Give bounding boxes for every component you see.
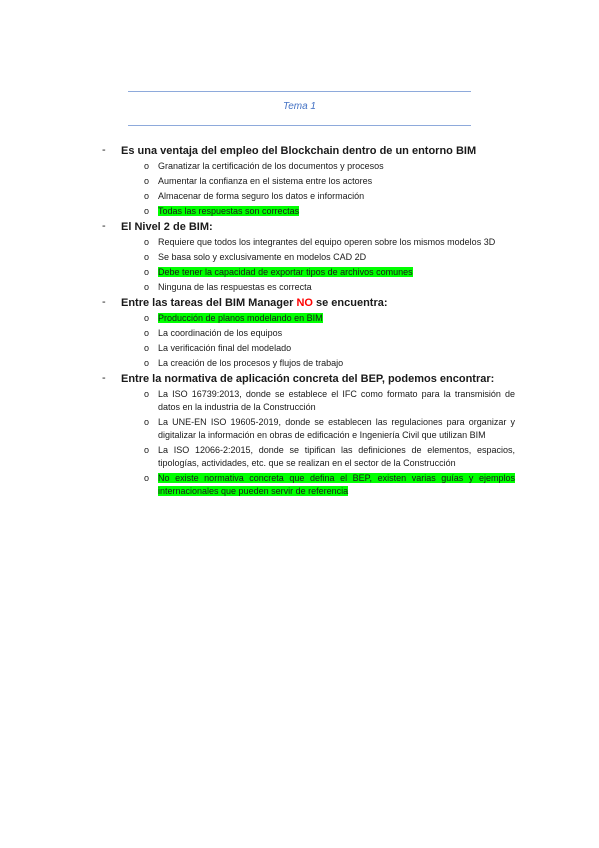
- option-item: [0, 159, 599, 174]
- bullet-icon: o: [144, 328, 150, 338]
- bullet-icon: o: [144, 313, 150, 323]
- option-list: [0, 235, 599, 295]
- bullet-icon: o: [144, 267, 150, 277]
- option-item: [0, 387, 599, 415]
- bullet-icon: o: [144, 282, 150, 292]
- bullet-icon: o: [144, 343, 150, 353]
- option-item-correct: [0, 204, 599, 219]
- bullet-icon: o: [144, 191, 150, 201]
- option-item: [0, 326, 599, 341]
- header-top-rule: [128, 91, 471, 92]
- option-text: Almacenar de forma seguro los datos e información: [158, 191, 365, 201]
- question-title: El Nivel 2 de BIM:: [121, 221, 213, 233]
- question-4: [0, 371, 599, 499]
- option-text-highlighted: Todas las respuestas son correctas: [158, 206, 300, 216]
- option-item: [0, 356, 599, 371]
- option-list: [0, 159, 599, 219]
- question-title: Entre la normativa de aplicación concreta del BEP, podemos encontrar:: [121, 373, 495, 385]
- option-text: La ISO 12066-2:2015, donde se tipifican las definiciones de elementos, espacios, tipologías, actividades, etc. que se realizan en el sector de la Construcción: [158, 445, 515, 468]
- option-item: [0, 415, 599, 443]
- question-dash: -: [102, 144, 106, 156]
- option-text: Granatizar la certificación de los documentos y procesos: [158, 161, 384, 171]
- option-item-correct: [0, 265, 599, 280]
- option-item: [0, 235, 599, 250]
- option-text: Aumentar la confianza en el sistema entre los actores: [158, 176, 373, 186]
- bullet-icon: o: [144, 176, 150, 186]
- option-item: [0, 341, 599, 356]
- question-3: [0, 295, 599, 371]
- option-text: La UNE-EN ISO 19605-2019, donde se establecen las regulaciones para organizar y digitalizar la información en obras de edificación e Ingeniería Civil que utilizan BIM: [158, 417, 515, 440]
- question-dash: -: [102, 296, 106, 308]
- bullet-icon: o: [144, 252, 150, 262]
- bullet-icon: o: [144, 358, 150, 368]
- option-item: [0, 189, 599, 204]
- option-item-correct: [0, 471, 599, 499]
- option-item: [0, 250, 599, 265]
- option-item-correct: [0, 311, 599, 326]
- bullet-icon: o: [144, 237, 150, 247]
- question-list: [0, 143, 599, 499]
- bullet-icon: o: [144, 161, 150, 171]
- option-item: [0, 280, 599, 295]
- option-text-highlighted: Producción de planos modelando en BIM: [158, 313, 323, 323]
- question-dash: -: [102, 220, 106, 232]
- question-dash: -: [102, 372, 106, 384]
- bullet-icon: o: [144, 417, 150, 427]
- option-text: La creación de los procesos y flujos de trabajo: [158, 358, 344, 368]
- question-2: [0, 219, 599, 295]
- option-list: [0, 387, 599, 499]
- option-text: Se basa solo y exclusivamente en modelos CAD 2D: [158, 252, 367, 262]
- option-text: La coordinación de los equipos: [158, 328, 283, 338]
- bullet-icon: o: [144, 389, 150, 399]
- bullet-icon: o: [144, 206, 150, 216]
- option-text-highlighted: No existe normativa concreta que defina el BEP, existen varias guías y ejemplos internacionales que pueden servir de referencia: [158, 473, 515, 496]
- option-text: Requiere que todos los integrantes del equipo operen sobre los mismos modelos 3D: [158, 237, 496, 247]
- question-title: Es una ventaja del empleo del Blockchain dentro de un entorno BIM: [121, 145, 477, 157]
- option-text: La verificación final del modelado: [158, 343, 292, 353]
- option-item: [0, 174, 599, 189]
- option-text: La ISO 16739:2013, donde se establece el IFC como formato para la transmisión de datos en la industria de la Construcción: [158, 389, 515, 412]
- option-item: [0, 443, 599, 471]
- bullet-icon: o: [144, 473, 150, 483]
- page-heading: Tema 1: [283, 101, 316, 112]
- emphasis-no: NO: [296, 297, 313, 309]
- header-bottom-rule: [128, 125, 471, 126]
- question-1: [0, 143, 599, 219]
- option-text: Ninguna de las respuestas es correcta: [158, 282, 312, 292]
- option-list: [0, 311, 599, 371]
- question-title: Entre las tareas del BIM Manager NO se encuentra:: [121, 297, 388, 309]
- bullet-icon: o: [144, 445, 150, 455]
- option-text-highlighted: Debe tener la capacidad de exportar tipos de archivos comunes: [158, 267, 413, 277]
